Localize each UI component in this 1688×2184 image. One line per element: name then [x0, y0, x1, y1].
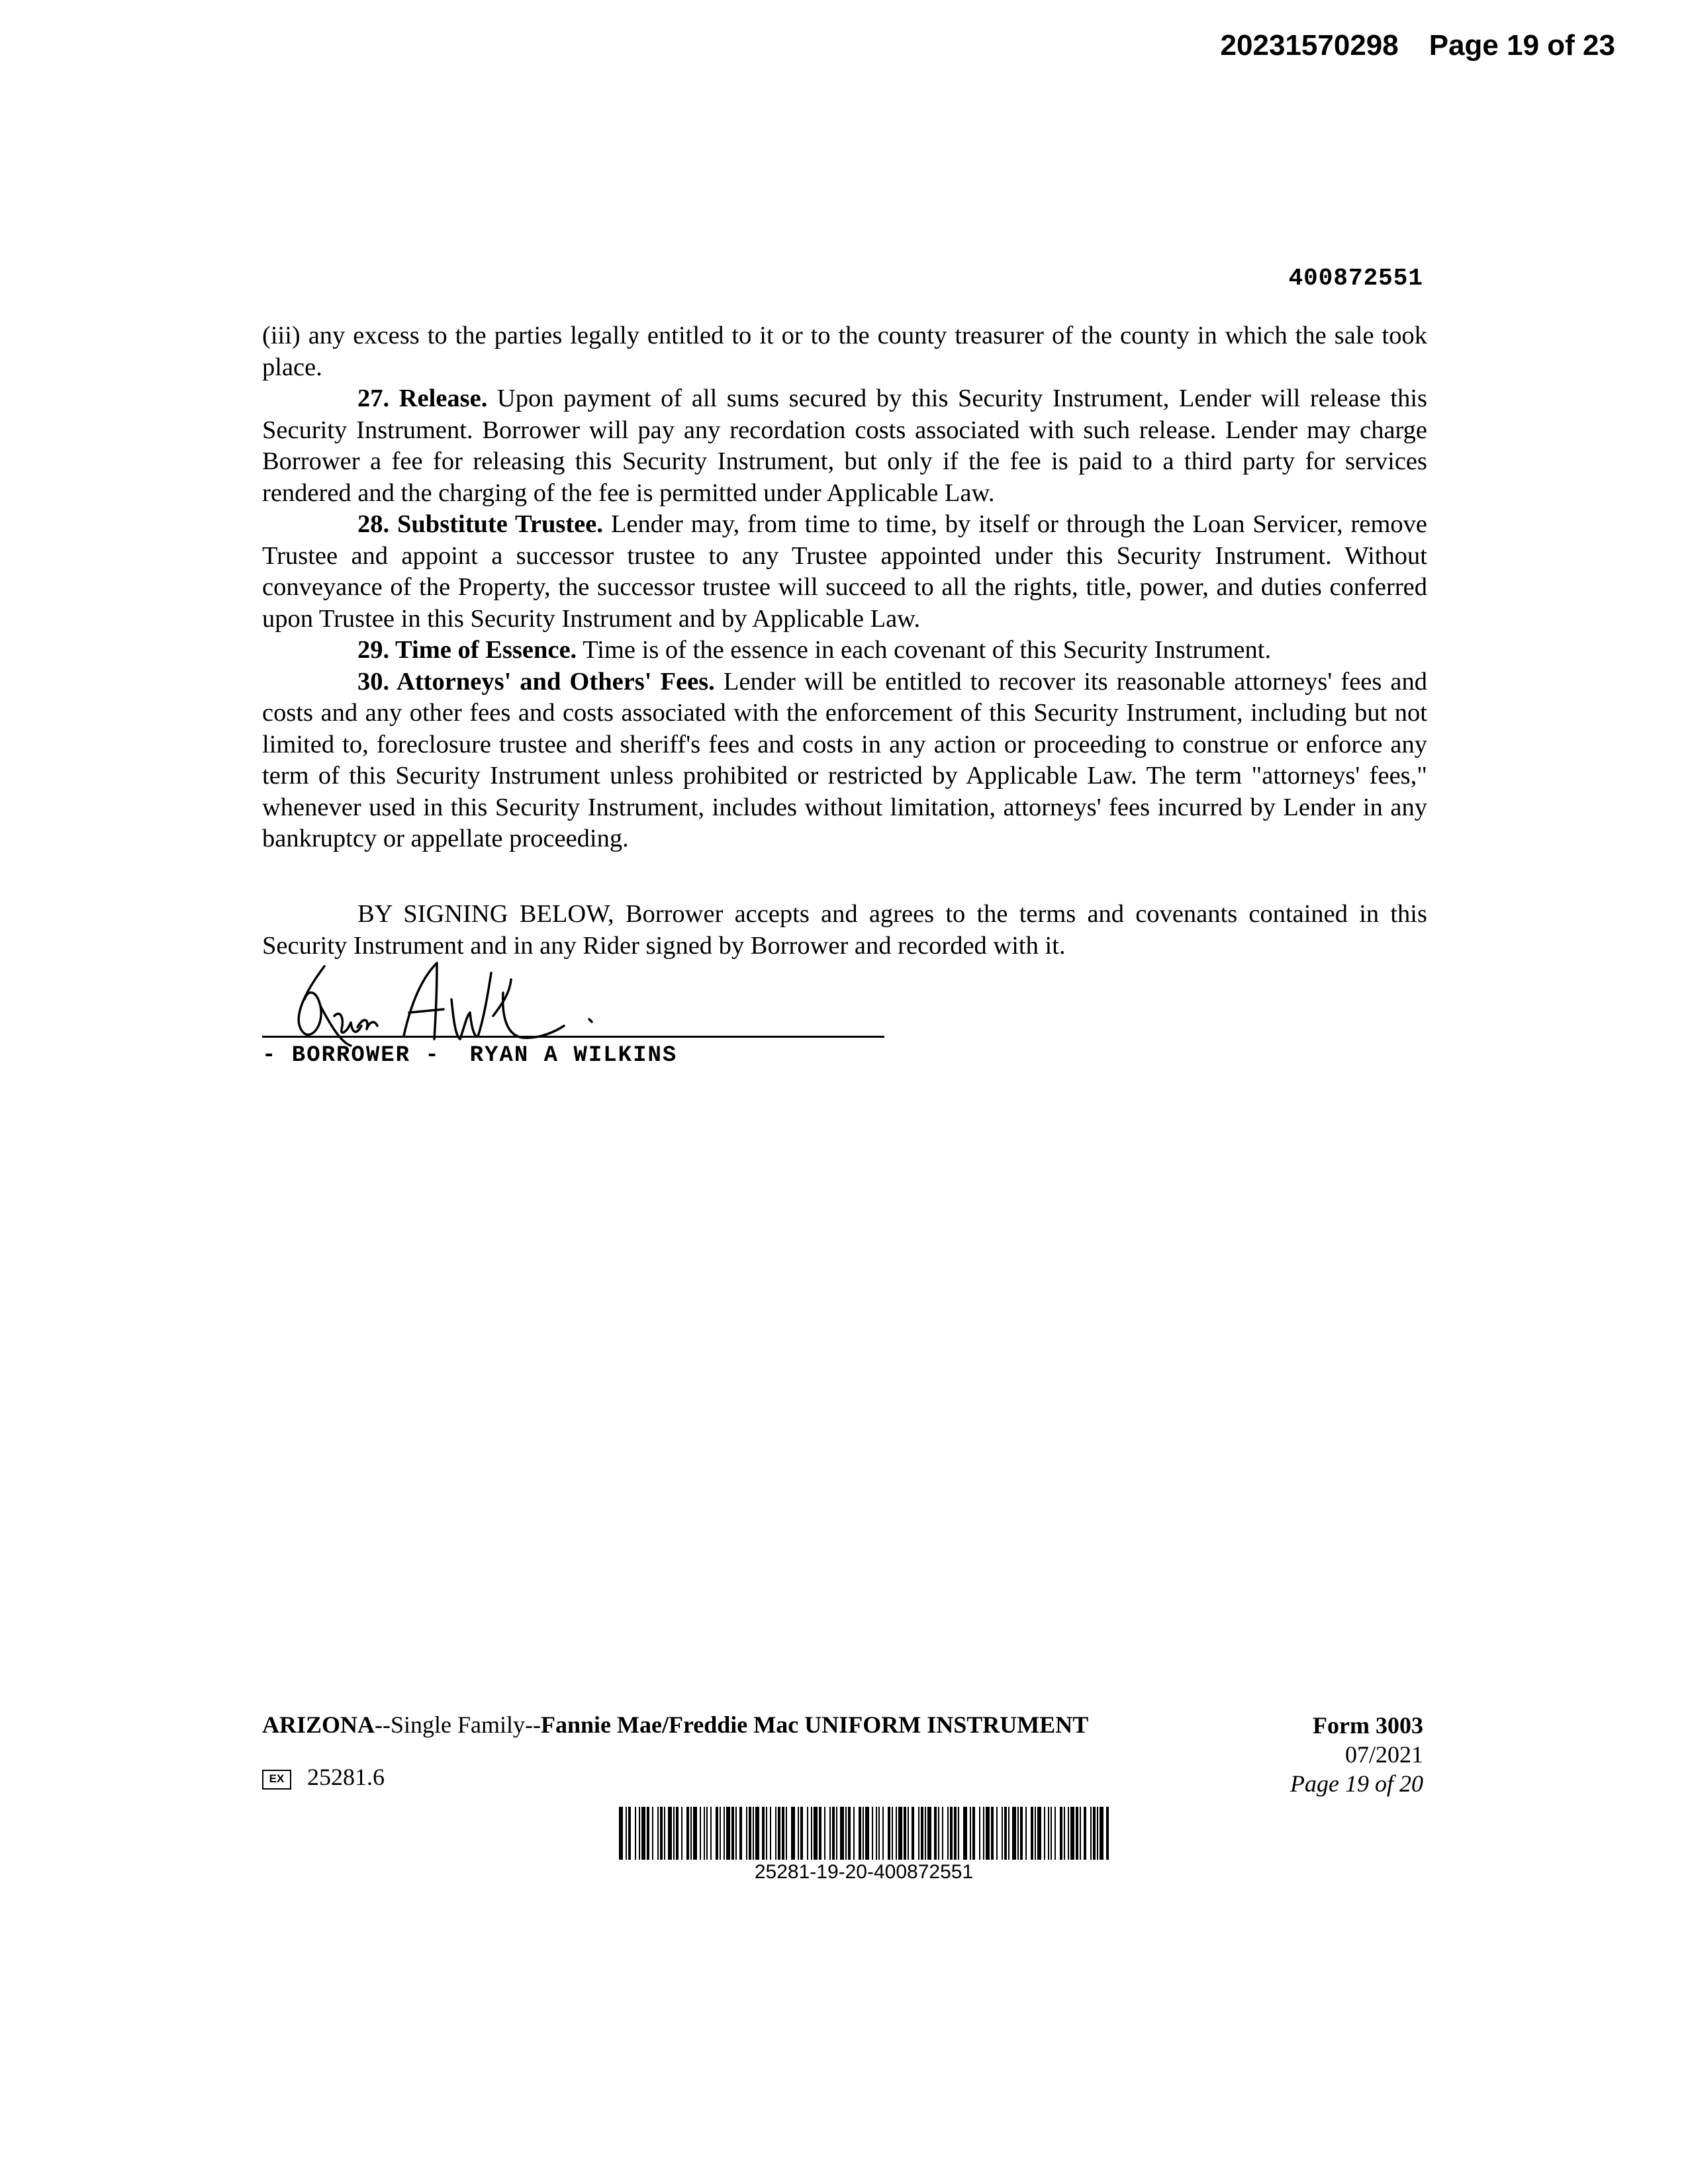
barcode-bar [786, 1807, 787, 1860]
barcode-bar [1048, 1807, 1049, 1860]
section-28-heading: 28. Substitute Trustee. [357, 510, 603, 538]
barcode [619, 1807, 1109, 1860]
barcode-bar [1035, 1807, 1036, 1860]
barcode-bar [1064, 1807, 1065, 1860]
barcode-bar [770, 1807, 771, 1860]
barcode-bar [848, 1807, 851, 1860]
barcode-bar [954, 1807, 957, 1860]
barcode-bar [657, 1807, 659, 1860]
barcode-bar [840, 1807, 844, 1860]
barcode-text: 25281-19-20-400872551 [754, 1861, 974, 1883]
barcode-bar [693, 1807, 697, 1860]
form-separator: --Single Family-- [375, 1711, 541, 1738]
barcode-bar [1106, 1807, 1109, 1860]
section-27-heading: 27. Release. [357, 385, 488, 412]
section-27-text: Upon payment of all sums secured by this Security Instrument, Lender will release this Security Instrument. Borrower will pay any recordation costs associated with such release. Lender may charge Borrower a fee for releasing this Security Instrument, but only if the fee is paid to a third party for services rendered and the charging of the fee is permitted under Applicable Law. [262, 385, 1427, 507]
barcode-bar [925, 1807, 926, 1860]
form-state: ARIZONA [262, 1711, 375, 1738]
barcode-bar [690, 1807, 692, 1860]
barcode-bar [668, 1807, 672, 1860]
barcode-bar [1080, 1807, 1081, 1860]
barcode-bar [660, 1807, 663, 1860]
barcode-bar [983, 1807, 984, 1860]
signing-statement [262, 899, 1427, 962]
barcode-bar [1037, 1807, 1041, 1860]
barcode-bar [635, 1807, 636, 1860]
borrower-label: - BORROWER - RYAN A WILKINS [262, 1043, 678, 1068]
barcode-bar [681, 1807, 682, 1860]
barcode-bar [898, 1807, 902, 1860]
section-29-text: Time is of the essence in each covenant of this Security Instrument. [577, 636, 1272, 664]
barcode-bar [845, 1807, 847, 1860]
barcode-bar [1012, 1807, 1016, 1860]
barcode-bar [686, 1807, 689, 1860]
barcode-bar [892, 1807, 893, 1860]
barcode-bar [641, 1807, 645, 1860]
barcode-bar [972, 1807, 975, 1860]
continuation-paragraph: (iii) any excess to the parties legally entitled to it or to the county treasurer of the county in which the sale took place. [262, 322, 1427, 381]
barcode-bar [1100, 1807, 1103, 1860]
barcode-bar [778, 1807, 780, 1860]
barcode-bar [996, 1807, 998, 1860]
barcode-bar [832, 1807, 835, 1860]
barcode-bar [896, 1807, 897, 1860]
barcode-bar [986, 1807, 990, 1860]
barcode-bar [1031, 1807, 1033, 1860]
barcode-bar [904, 1807, 906, 1860]
barcode-bar [782, 1807, 784, 1860]
form-info [1290, 1711, 1423, 1798]
section-28-text: Lender may, from time to time, by itself or through the Loan Servicer, remove Trustee and appoint a successor trustee to any Trustee appointed under this Security Instrument. Without conveyance of the Property, the successor trustee will succeed to all the rights, title, power, and duties conferred upon Trustee in this Security Instrument and by Applicable Law. [262, 510, 1427, 633]
section-30-text: Lender will be entitled to recover its reasonable attorneys' fees and costs and any other fees and costs associated with the enforcement of this Security Instrument, including but not limited to, foreclosure trustee and sheriff's fees and costs in any action or proceeding to construe or enforce any term of this Security Instrument unless prohibited or restricted by Applicable Law. The term "attorneys' fees," whenever used in this Security Instrument, includes without limitation, attorneys' fees incurred by Lender in any bankruptcy or appellate proceeding. [262, 667, 1427, 852]
barcode-bar [1002, 1807, 1003, 1860]
form-page: Page 19 of 20 [1290, 1770, 1423, 1797]
barcode-bar [720, 1807, 721, 1860]
barcode-bar [652, 1807, 653, 1860]
barcode-bar [753, 1807, 754, 1860]
barcode-bar [1060, 1807, 1062, 1860]
barcode-bar [1025, 1807, 1027, 1860]
barcode-bar [859, 1807, 861, 1860]
barcode-bar [746, 1807, 747, 1860]
barcode-bar [704, 1807, 705, 1860]
barcode-bar [664, 1807, 665, 1860]
barcode-bar [798, 1807, 799, 1860]
barcode-bar [1020, 1807, 1023, 1860]
barcode-bar [724, 1807, 725, 1860]
barcode-bar [775, 1807, 776, 1860]
barcode-bar [918, 1807, 919, 1860]
barcode-bar [878, 1807, 880, 1860]
section-29-heading: 29. Time of Essence. [357, 636, 577, 664]
barcode-bar [700, 1807, 701, 1860]
barcode-bar [800, 1807, 803, 1860]
barcode-bar [819, 1807, 821, 1860]
barcode-bar [716, 1807, 718, 1860]
barcode-bar [872, 1807, 873, 1860]
barcode-bar [963, 1807, 967, 1860]
barcode-bar [942, 1807, 943, 1860]
barcode-bar [1068, 1807, 1069, 1860]
barcode-bar [811, 1807, 812, 1860]
barcode-bar [1093, 1807, 1096, 1860]
barcode-bar [1076, 1807, 1078, 1860]
document-body [262, 320, 1427, 855]
barcode-bar [912, 1807, 914, 1860]
loan-number: 400872551 [1288, 265, 1423, 292]
barcode-bar [824, 1807, 825, 1860]
barcode-bar [673, 1807, 675, 1860]
barcode-bar [927, 1807, 931, 1860]
barcode-bar [749, 1807, 751, 1860]
form-instrument-title: Fannie Mae/Freddie Mac UNIFORM INSTRUMENT [540, 1711, 1089, 1738]
barcode-bar [1070, 1807, 1074, 1860]
barcode-bar [639, 1807, 640, 1860]
barcode-bar [628, 1807, 631, 1860]
signing-statement-text: BY SIGNING BELOW, Borrower accepts and agrees to the terms and covenants contained in this Security Instrument and in any Rider signed by Borrower and recorded with it. [262, 900, 1427, 960]
barcode-bar [731, 1807, 734, 1860]
barcode-bar [791, 1807, 795, 1860]
barcode-bar [888, 1807, 890, 1860]
barcode-bar [865, 1807, 869, 1860]
barcode-bar [908, 1807, 909, 1860]
barcode-bar [807, 1807, 808, 1860]
barcode-bar [1055, 1807, 1056, 1860]
doc-code [262, 1763, 385, 1791]
barcode-bar [676, 1807, 679, 1860]
barcode-bar [1051, 1807, 1052, 1860]
barcode-bar [710, 1807, 712, 1860]
barcode-bar [947, 1807, 949, 1860]
barcode-bar [950, 1807, 953, 1860]
barcode-bar [853, 1807, 855, 1860]
barcode-bar [1084, 1807, 1086, 1860]
barcode-bar [1097, 1807, 1098, 1860]
barcode-bar [706, 1807, 708, 1860]
ex-logo-icon: EX [262, 1770, 291, 1790]
barcode-bar [979, 1807, 980, 1860]
section-30-paragraph [262, 666, 1427, 855]
barcode-bar [938, 1807, 939, 1860]
section-29-paragraph [262, 635, 1427, 666]
section-27-paragraph [262, 383, 1427, 509]
doc-code-number: 25281.6 [307, 1764, 385, 1790]
barcode-bar [934, 1807, 937, 1860]
barcode-bar [766, 1807, 767, 1860]
barcode-bar [876, 1807, 877, 1860]
section-30-heading: 30. Attorneys' and Others' Fees. [357, 667, 715, 696]
barcode-bar [755, 1807, 759, 1860]
barcode-bar [829, 1807, 831, 1860]
recording-page-label: Page 19 of 23 [1429, 29, 1615, 62]
barcode-bar [958, 1807, 959, 1860]
signature-line [262, 1036, 884, 1038]
barcode-bar [970, 1807, 971, 1860]
barcode-bar [619, 1807, 623, 1860]
barcode-bar [726, 1807, 730, 1860]
form-title [262, 1711, 1088, 1739]
section-28-paragraph [262, 509, 1427, 635]
barcode-bar [882, 1807, 884, 1860]
barcode-bar [814, 1807, 818, 1860]
barcode-bar [647, 1807, 649, 1860]
barcode-bar [1004, 1807, 1007, 1860]
barcode-bar [1090, 1807, 1092, 1860]
form-number: Form 3003 [1313, 1712, 1423, 1739]
barcode-bar [735, 1807, 737, 1860]
barcode-bar [1044, 1807, 1045, 1860]
barcode-bar [991, 1807, 994, 1860]
barcode-bar [1017, 1807, 1019, 1860]
barcode-bar [739, 1807, 742, 1860]
barcode-bar [836, 1807, 837, 1860]
recording-header [1221, 29, 1615, 62]
barcode-bar [762, 1807, 765, 1860]
barcode-bar [921, 1807, 923, 1860]
barcode-bar [863, 1807, 864, 1860]
form-date: 07/2021 [1344, 1741, 1423, 1768]
barcode-bar [626, 1807, 627, 1860]
recording-number: 20231570298 [1220, 29, 1399, 62]
barcode-bar [1008, 1807, 1009, 1860]
